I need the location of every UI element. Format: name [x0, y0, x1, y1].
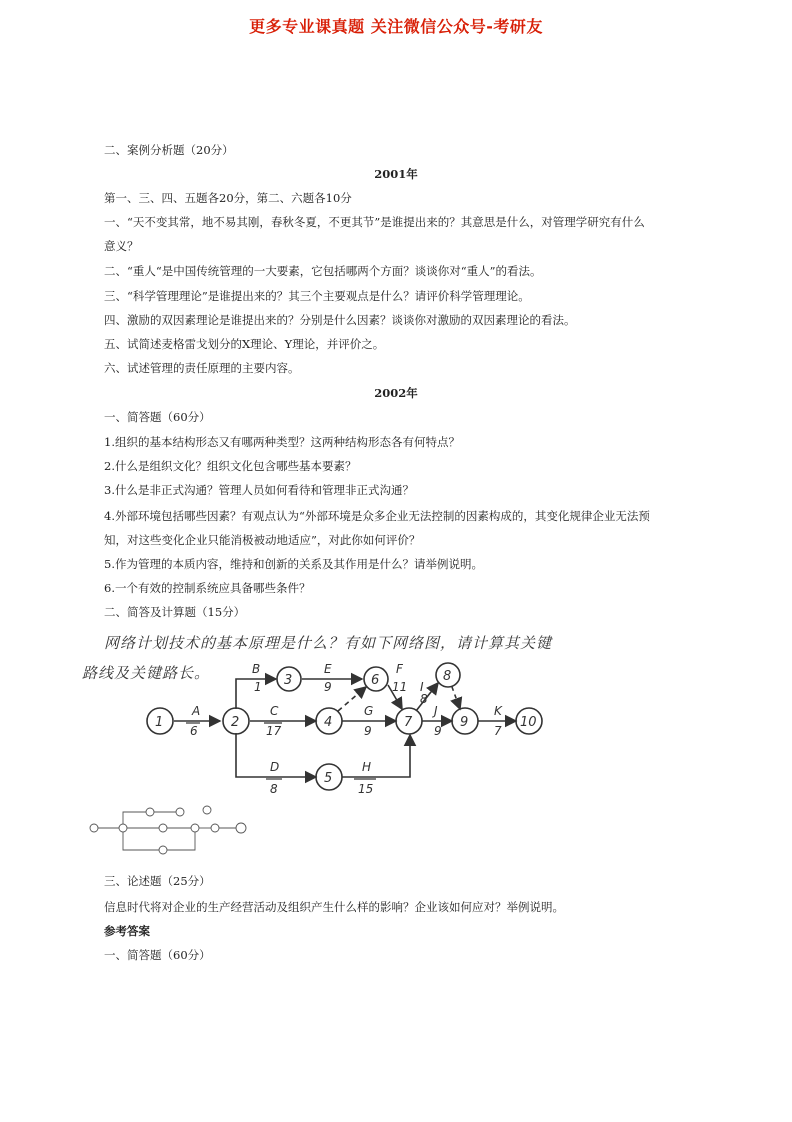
edge-H [342, 735, 410, 777]
act-K-name: K [494, 704, 502, 718]
act-B-duration: 1 [254, 680, 262, 694]
question-2001-1: 一、“天不变其常，地不易其刚，春秋冬夏，不更其节”是谁提出来的？其意思是什么，对管理学研究有什么 [104, 215, 645, 229]
act-E-duration: 9 [324, 680, 332, 694]
figure-question-line-1: 网络计划技术的基本原理是什么？有如下网络图，请计算其关键 [104, 634, 553, 652]
edge-dummy-8-9 [452, 687, 460, 709]
section-short-answer: 一、简答题（60分） [104, 410, 211, 424]
year-2001-title: 2001年 [374, 167, 418, 181]
act-C-name: C [270, 704, 279, 718]
act-K-duration: 7 [494, 724, 502, 738]
node-1-label: 1 [155, 715, 164, 730]
question-2001-2: 二、“重人“是中国传统管理的一大要素，它包括哪两个方面？谈谈你对“重人”的看法。 [104, 264, 542, 278]
score-note: 第一、三、四、五题各20分，第二、六题各10分 [104, 191, 352, 205]
node-6-label: 6 [371, 673, 380, 688]
essay-question: 信息时代将对企业的生产经营活动及组织产生什么样的影响？企业该如何应对？举例说明。 [104, 900, 564, 914]
act-A-name: A [192, 704, 201, 718]
year-2002-title: 2002年 [374, 386, 418, 400]
act-D-name: D [270, 760, 280, 774]
node-4-label: 4 [324, 715, 333, 730]
answers-heading: 参考答案 [104, 924, 150, 938]
act-J-name: J [434, 704, 438, 718]
node-5-label: 5 [324, 771, 333, 786]
node-7-label: 7 [404, 715, 413, 730]
act-J-duration: 9 [434, 724, 442, 738]
edge-dummy-4-6 [338, 687, 366, 711]
act-H-duration: 15 [358, 782, 374, 796]
answers-section-1: 一、简答题（60分） [104, 948, 211, 962]
question-2002-1: 1.组织的基本结构形态又有哪两种类型？这两种结构形态各有何特点？ [104, 435, 460, 449]
act-A-duration: 6 [190, 724, 198, 738]
question-2001-1-cont: 意义？ [104, 239, 139, 253]
act-I-duration: 8 [420, 692, 428, 706]
question-2002-6: 6.一个有效的控制系统应具备哪些条件？ [104, 581, 311, 595]
question-2002-4-cont: 知，对这些变化企业只能消极被动地适应”，对此你如何评价？ [104, 533, 421, 547]
act-D-duration: 8 [270, 782, 278, 796]
act-F-name: F [396, 662, 403, 676]
act-I-name: I [420, 680, 424, 694]
node-8-label: 8 [443, 669, 452, 684]
act-G-duration: 9 [364, 724, 372, 738]
act-H-name: H [362, 760, 372, 774]
node-10-label: 10 [520, 715, 537, 730]
question-2001-4: 四、激励的双因素理论是谁提出来的？分别是什么因素？谈谈你对激励的双因素理论的看法。 [104, 313, 576, 327]
section-essay: 三、论述题（25分） [104, 874, 211, 888]
question-2002-2: 2.什么是组织文化？组织文化包含哪些基本要素？ [104, 459, 357, 473]
section-calculation: 二、简答及计算题（15分） [104, 605, 246, 619]
question-2001-6: 六、试述管理的责任原理的主要内容。 [104, 361, 300, 375]
node-2-label: 2 [231, 715, 240, 730]
question-2001-3: 三、“科学管理理论”是谁提出来的？其三个主要观点是什么？请评价科学管理理论。 [104, 289, 530, 303]
act-E-name: E [324, 662, 332, 676]
node-9-label: 9 [460, 715, 469, 730]
question-2002-3: 3.什么是非正式沟通？管理人员如何看待和管理非正式沟通？ [104, 483, 414, 497]
node-3-label: 3 [284, 673, 293, 688]
act-C-duration: 17 [266, 724, 282, 738]
act-F-duration: 11 [392, 680, 408, 694]
act-G-name: G [364, 704, 374, 718]
question-2001-5: 五、试简述麦格雷戈划分的X理论、Y理论，并评价之。 [104, 337, 385, 351]
promo-banner: 更多专业课真题 关注微信公众号-考研友 [249, 17, 543, 36]
act-B-name: B [252, 662, 261, 676]
question-2002-5: 5.作为管理的本质内容，维持和创新的关系及其作用是什么？请举例说明。 [104, 557, 483, 571]
question-2002-4: 4.外部环境包括哪些因素？有观点认为“外部环境是众多企业无法控制的因素构成的，其变化规律企业无法预 [104, 509, 650, 523]
section-case-heading: 二、案例分析题（20分） [104, 143, 234, 157]
figure-question-line-2: 路线及关键路长。 [82, 664, 211, 682]
network-diagram-thumbnail [86, 802, 251, 860]
